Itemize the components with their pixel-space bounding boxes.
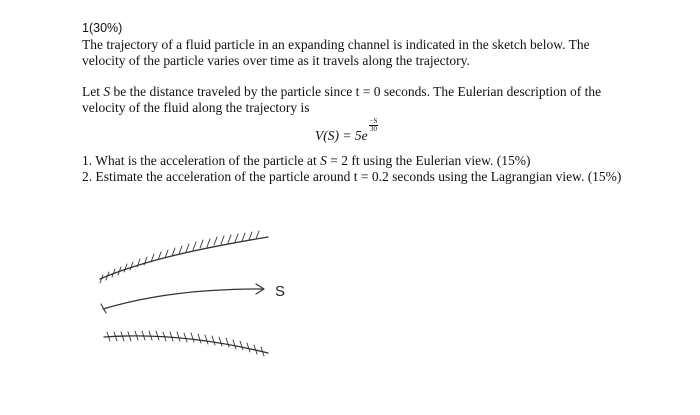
trajectory-line [103, 289, 262, 309]
sketch-strokes [100, 231, 268, 356]
problem-intro: The trajectory of a fluid particle in an expanding channel is indicated in the sketch below. The velocity of the particle varies over time as it travels along the trajectory. [82, 37, 590, 68]
distance-label: S [275, 283, 286, 300]
question-1-pre: 1. What is the acceleration of the particle at [82, 153, 321, 168]
lower-wall-hatching [107, 331, 264, 356]
formula-lhs: V(S) = 5e [315, 128, 368, 143]
upper-channel-wall [100, 237, 268, 279]
exponent-denominator: 30 [370, 125, 378, 133]
setup-text-pre: Let [82, 84, 104, 99]
setup-text-post: be the distance traveled by the particle since t = 0 seconds. The Eulerian description of the velocity of the fluid along the trajectory is [82, 84, 602, 115]
problem-number: 1(30%) [82, 21, 123, 35]
setup-variable: S [103, 84, 111, 99]
question-1-post: = 2 ft using the Eulerian view. (15%) [326, 153, 531, 168]
exponent-numerator: −S [369, 117, 378, 125]
question-1-variable: S [320, 153, 327, 168]
question-2: 2. Estimate the acceleration of the particle around t = 0.2 seconds using the Lagrangian view. (15%) [82, 169, 622, 184]
upper-wall-hatching [100, 231, 259, 283]
